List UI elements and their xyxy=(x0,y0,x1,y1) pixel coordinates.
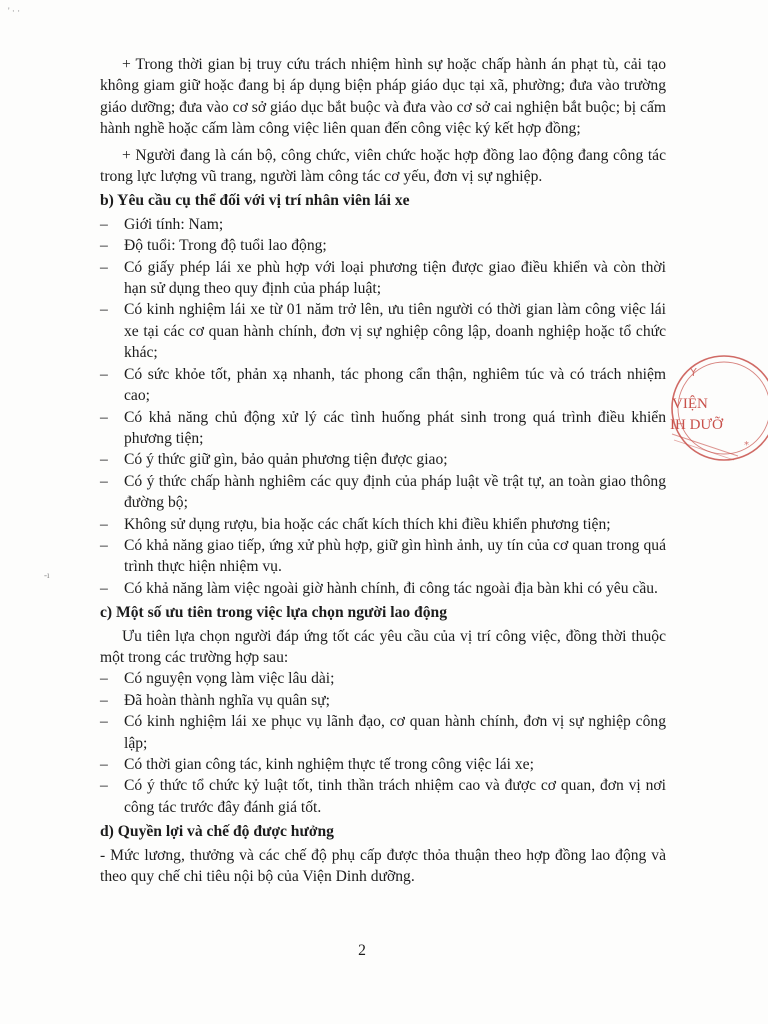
paragraph-officials-restriction: + Người đang là cán bộ, công chức, viên chức hoặc hợp đồng lao động đang công tác trong lực lượng vũ trang, người làm công tác cơ yếu, đơn vị sự nghiệp. xyxy=(100,146,666,186)
section-c-heading: c) Một số ưu tiên trong việc lựa chọn người lao động xyxy=(100,604,447,622)
list-item: – Có ý thức giữ gìn, bảo quản phương tiện được giao; xyxy=(100,449,666,470)
list-item: – Giới tính: Nam; xyxy=(100,214,666,235)
list-item: – Có sức khỏe tốt, phản xạ nhanh, tác phong cẩn thận, nghiêm túc và có trách nhiệm cao; xyxy=(100,364,666,407)
paragraph-criminal-restriction: + Trong thời gian bị truy cứu trách nhiệm hình sự hoặc chấp hành án phạt tù, cải tạo không giam giữ hoặc đang bị áp dụng biện pháp giáo dục tại xã, phường; đưa vào trường giáo dưỡng; đưa vào cơ sở giáo dục bắt buộc và đưa vào cơ sở cai nghiện bắt buộc; bị cấm hành nghề hoặc cấm làm công việc liên quan đến công việc ký kết hợp đồng; xyxy=(100,56,666,138)
list-item: – Có nguyện vọng làm việc lâu dài; xyxy=(100,668,666,689)
stamp-text-line2: IH DƯỠ xyxy=(670,417,723,433)
list-item: – Có ý thức chấp hành nghiêm các quy định của pháp luật về trật tự, an toàn giao thông đường bộ; xyxy=(100,471,666,514)
section-d-text: - Mức lương, thưởng và các chế độ phụ cấp được thỏa thuận theo hợp đồng lao động và theo quy chế chi tiêu nội bộ của Viện Dinh dưỡng. xyxy=(100,846,666,886)
list-item: – Có kinh nghiệm lái xe từ 01 năm trở lên, ưu tiên người có thời gian làm công việc lái xe tại các cơ quan hành chính, đơn vị sự nghiệp công lập, doanh nghiệp hoặc tổ chức khác; xyxy=(100,299,666,363)
list-item: – Có giấy phép lái xe phù hợp với loại phương tiện được giao điều khiển và còn thời hạn sử dụng theo quy định của pháp luật; xyxy=(100,257,666,300)
section-c-intro: Ưu tiên lựa chọn người đáp ứng tốt các yêu cầu của vị trí công việc, đồng thời thuộc một trong các trường hợp sau: xyxy=(100,627,666,666)
list-item: – Đã hoàn thành nghĩa vụ quân sự; xyxy=(100,690,666,711)
section-c-list xyxy=(100,668,666,818)
list-item: – Có thời gian công tác, kinh nghiệm thực tế trong công việc lái xe; xyxy=(100,754,666,775)
stamp-text-line1: VIỆN xyxy=(672,396,708,412)
list-item: – Độ tuổi: Trong độ tuổi lao động; xyxy=(100,235,666,256)
official-seal-stamp xyxy=(668,352,768,464)
list-item: – Có khả năng giao tiếp, ứng xử phù hợp, giữ gìn hình ảnh, uy tín của cơ quan trong quá trình thực hiện nhiệm vụ. xyxy=(100,535,666,578)
scan-artifact: -ı xyxy=(44,570,50,580)
list-item: – Có khả năng làm việc ngoài giờ hành chính, đi công tác ngoài địa bàn khi có yêu cầu. xyxy=(100,578,666,599)
page-number: 2 xyxy=(358,942,366,959)
document-body xyxy=(100,54,666,887)
svg-text:*: * xyxy=(744,440,749,451)
section-b-list xyxy=(100,214,666,599)
list-item: – Có kinh nghiệm lái xe phục vụ lãnh đạo, cơ quan hành chính, đơn vị sự nghiệp công lập; xyxy=(100,711,666,754)
section-d-heading: d) Quyền lợi và chế độ được hưởng xyxy=(100,823,334,841)
svg-text:Y: Y xyxy=(690,366,697,379)
list-item: – Có ý thức tổ chức kỷ luật tốt, tinh thần trách nhiệm cao và được cơ quan, đơn vị nơi công tác trước đây đánh giá tốt. xyxy=(100,775,666,818)
list-item: – Có khả năng chủ động xử lý các tình huống phát sinh trong quá trình điều khiển phương tiện; xyxy=(100,407,666,450)
scan-artifact: ' · · xyxy=(8,6,21,16)
section-b-heading: b) Yêu cầu cụ thể đối với vị trí nhân viên lái xe xyxy=(100,192,410,210)
list-item: – Không sử dụng rượu, bia hoặc các chất kích thích khi điều khiển phương tiện; xyxy=(100,514,666,535)
